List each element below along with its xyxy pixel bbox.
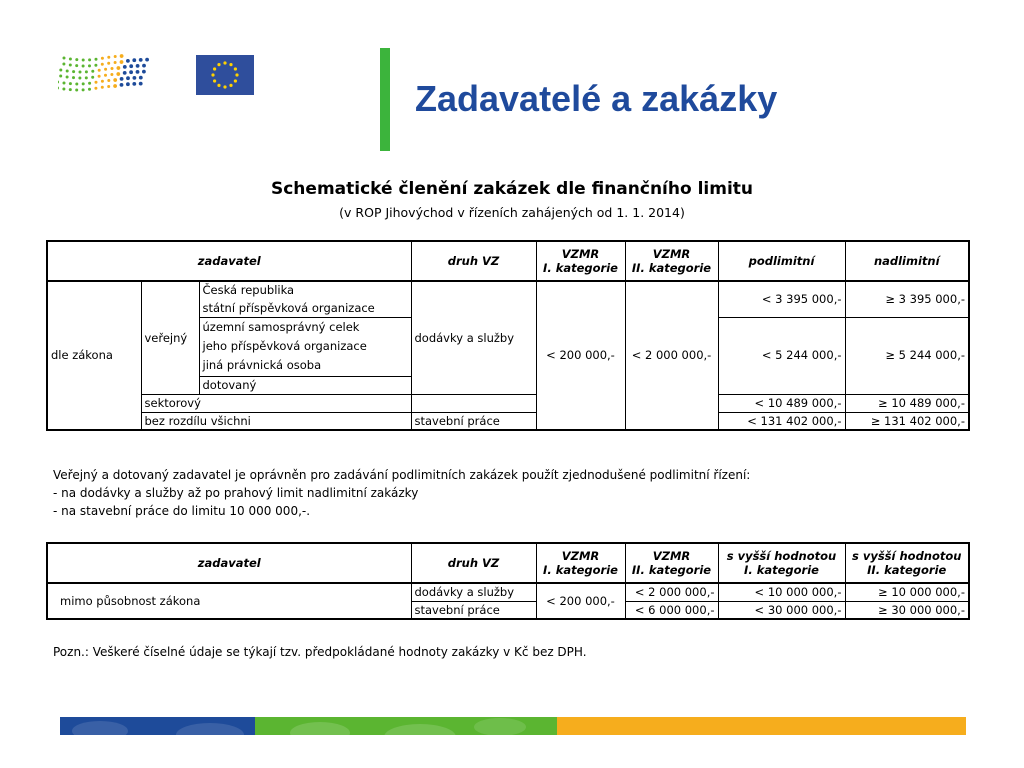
- table-row: [47, 394, 969, 412]
- footer-band-pattern: [60, 717, 966, 735]
- cell-vyssi2-dodavky: ≥ 10 000 000,-: [845, 583, 969, 601]
- cell-jeho-po: jeho příspěvková organizace: [202, 338, 367, 353]
- cell-podlimitni-3: < 10 489 000,-: [718, 394, 845, 412]
- cell-podlimitni-1: < 3 395 000,-: [718, 281, 845, 317]
- table-header-row: [47, 543, 969, 583]
- note-item-2: - na stavební práce do limitu 10 000 000,-.: [53, 504, 311, 518]
- accent-bar: [380, 48, 390, 151]
- notes: [53, 466, 750, 520]
- cell-podlimitni-4: < 131 402 000,-: [718, 412, 845, 430]
- cell-bez-rozdilu: bez rozdílu všichni: [141, 412, 411, 430]
- cell-usc: územní samosprávný celek: [202, 319, 360, 334]
- cell-vzmr1: < 200 000,-: [536, 281, 625, 430]
- footnote: Pozn.: Veškeré číselné údaje se týkají tzv. předpokládané hodnoty zakázky v Kč bez DPH.: [53, 645, 587, 659]
- rop-logo: [58, 48, 158, 98]
- header-vzmr-1: VZMR I. kategorie: [536, 543, 625, 583]
- cell-usc-group: [199, 317, 411, 376]
- cell-dle-zakona: dle zákona: [47, 281, 141, 430]
- cell-vzmr2: < 2 000 000,-: [625, 281, 718, 430]
- cell-dodavky-a-sluzby: dodávky a služby: [411, 583, 536, 601]
- table-header-row: [47, 241, 969, 281]
- cell-vzmr1: < 200 000,-: [536, 583, 625, 619]
- cell-stavebni-prace: stavební práce: [411, 601, 536, 619]
- header-nadlimitni: nadlimitní: [845, 241, 969, 281]
- cell-verejny: veřejný: [141, 281, 199, 394]
- sheet-subtitle: (v ROP Jihovýchod v řízeních zahájených od 1. 1. 2014): [339, 205, 685, 220]
- cell-nadlimitni-1: ≥ 3 395 000,-: [845, 281, 969, 317]
- header-druh-vz: druh VZ: [411, 543, 536, 583]
- cell-vyssi2-stavebni: ≥ 30 000 000,-: [845, 601, 969, 619]
- cell-nadlimitni-3: ≥ 10 489 000,-: [845, 394, 969, 412]
- cell-mimo-pusobnost: mimo působnost zákona: [47, 583, 411, 619]
- table-row: [47, 412, 969, 430]
- header-druh-vz: druh VZ: [411, 241, 536, 281]
- notes-intro: Veřejný a dotovaný zadavatel je oprávněn pro zadávání podlimitních zakázek použít zjednodušené podlimitní řízení:: [53, 468, 751, 482]
- cell-stavebni-prace: stavební práce: [411, 412, 536, 430]
- cell-podlimitni-2: < 5 244 000,-: [718, 317, 845, 394]
- cell-vyssi1-dodavky: < 10 000 000,-: [718, 583, 845, 601]
- cell-nadlimitni-4: ≥ 131 402 000,-: [845, 412, 969, 430]
- eu-flag-logo: [196, 55, 254, 95]
- cell-ceska-republika: Česká republika: [199, 281, 411, 299]
- cell-statni-po: státní příspěvková organizace: [199, 299, 411, 317]
- header-podlimitni: podlimitní: [718, 241, 845, 281]
- cell-druh-empty: [411, 394, 536, 412]
- note-item-1: - na dodávky a služby až po prahový limit nadlimitní zakázky: [53, 486, 419, 500]
- header-vyssi-2: s vyšší hodnotou II. kategorie: [845, 543, 969, 583]
- cell-jina-po: jiná právnická osoba: [202, 357, 322, 372]
- header-vzmr-2: VZMR II. kategorie: [625, 543, 718, 583]
- cell-vyssi1-stavebni: < 30 000 000,-: [718, 601, 845, 619]
- page-title: Zadavatelé a zakázky: [415, 78, 778, 119]
- limits-table: [46, 240, 970, 431]
- sheet-title: Schematické členění zakázek dle finančního limitu: [270, 179, 754, 199]
- footer-band: [60, 717, 966, 735]
- cell-dotovany: dotovaný: [199, 376, 536, 394]
- header-vzmr-2: VZMR II. kategorie: [625, 241, 718, 281]
- header-zadavatel: zadavatel: [47, 543, 411, 583]
- mimo-zakona-table: [46, 542, 970, 620]
- cell-sektorovy: sektorový: [141, 394, 411, 412]
- header-vyssi-1: s vyšší hodnotou I. kategorie: [718, 543, 845, 583]
- cell-nadlimitni-2: ≥ 5 244 000,-: [845, 317, 969, 394]
- cell-vzmr2-dodavky: < 2 000 000,-: [625, 583, 718, 601]
- cell-vzmr2-stavebni: < 6 000 000,-: [625, 601, 718, 619]
- header-zadavatel: zadavatel: [47, 241, 411, 281]
- table-row: [47, 281, 969, 299]
- table-row: [47, 583, 969, 601]
- cell-dodavky-a-sluzby: dodávky a služby: [411, 281, 536, 394]
- header-vzmr-1: VZMR I. kategorie: [536, 241, 625, 281]
